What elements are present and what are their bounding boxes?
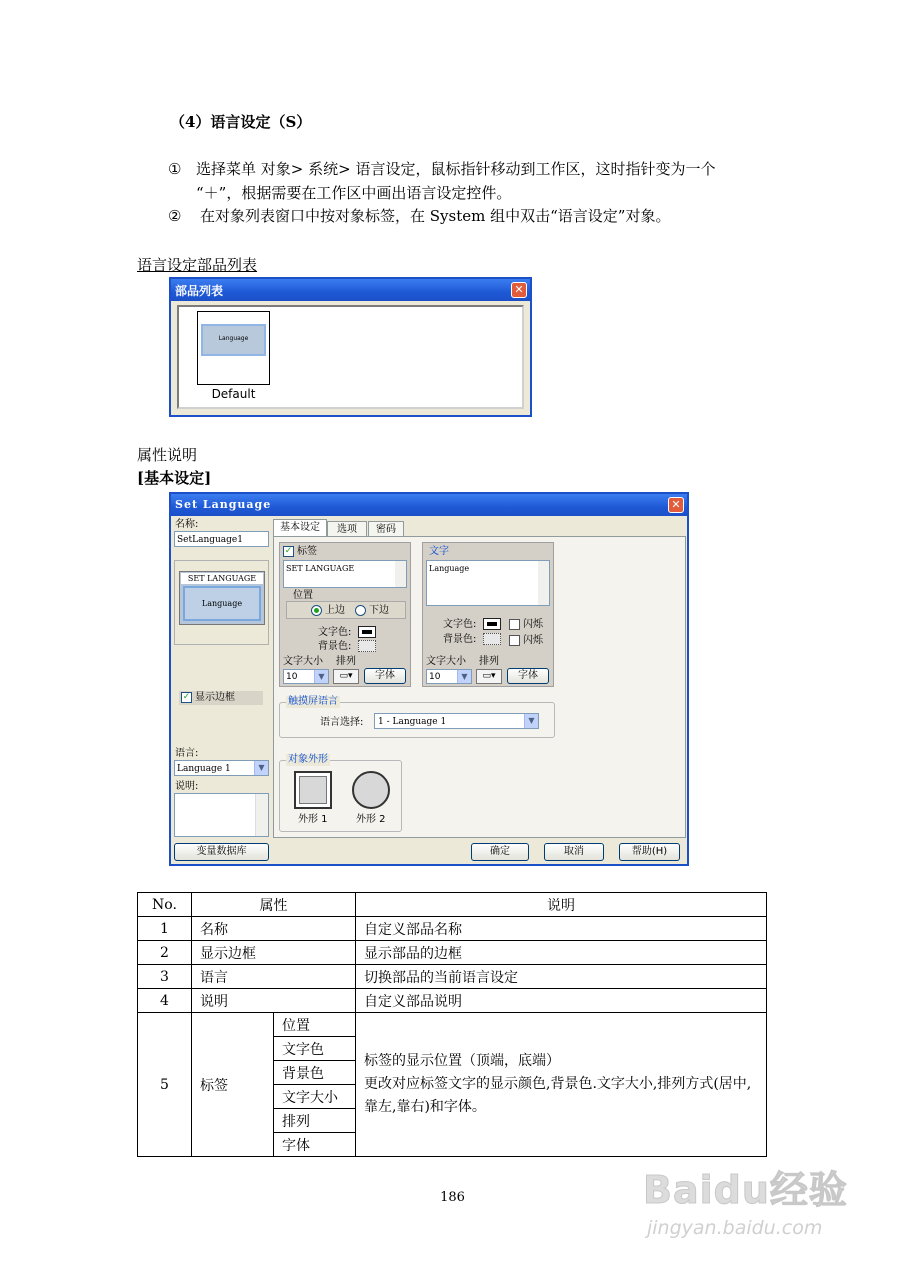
text-color-label: 文字色: [443,619,477,630]
label-align-label: 排列 [336,656,356,667]
name-input-value: SetLanguage1 [177,535,243,545]
row-no: 2 [138,941,192,965]
label-size-value: 10 [286,672,298,682]
text-align-icon[interactable]: ▭▾ [476,669,502,684]
radio-top[interactable] [311,605,322,616]
touch-language-value: 1 - Language 1 [378,717,447,727]
label-text-scrollbar[interactable] [395,561,406,587]
section-heading: （4）语言设定（S） [170,113,312,131]
label-bg-color-swatch[interactable] [358,640,376,652]
label-text-color-label: 文字色: [318,627,352,638]
text-input[interactable] [426,560,550,606]
watermark-brand: Baidu经验 [643,1168,848,1212]
attr-caption: 属性说明 [137,446,198,464]
parts-list-titlebar [171,279,530,301]
show-border-checkbox[interactable]: ✓ [182,692,191,702]
position-radios [286,601,406,619]
desc-scrollbar[interactable] [255,794,268,836]
touch-language-group [279,696,555,738]
cancel-button[interactable]: 取消 [544,843,604,861]
tab-basic[interactable]: 基本设定 [273,519,327,537]
set-language-dialog [169,492,689,866]
text-color-swatch[interactable] [483,618,501,630]
row-desc: 切换部品的当前语言设定 [356,965,767,989]
tab-options[interactable]: 选项 [327,521,367,538]
help-button[interactable]: 帮助(H) [619,843,680,861]
chevron-down-icon[interactable]: ▼ [457,670,471,683]
text-group [422,542,554,687]
table-row [138,917,767,941]
chevron-down-icon[interactable]: ▼ [524,714,538,728]
show-border-option [179,691,263,705]
language-select-label: 语言选择: [320,717,364,728]
blink-label-1: 闪烁 [523,619,543,630]
object-shape-group [279,754,402,832]
desc-textarea[interactable] [174,793,269,837]
language-select-value: Language 1 [177,764,231,774]
row-attr: 名称 [192,917,356,941]
step-1-marker: ① [168,160,182,178]
text-bg-color-label: 背景色: [443,634,477,645]
row-desc-line1: 标签的显示位置（顶端，底端） [364,1053,560,1069]
table-row [138,965,767,989]
radio-bottom[interactable] [355,605,366,616]
parts-item-default[interactable] [197,311,270,385]
row-sub-attr: 排列 [274,1109,356,1133]
parts-list-area [177,305,524,409]
table-header-row [138,893,767,917]
header-desc: 说明 [356,893,767,917]
preview-object [179,571,265,625]
position-label: 位置 [293,590,313,601]
parts-item-preview [201,324,266,356]
row-attr: 语言 [192,965,356,989]
row-no: 4 [138,989,192,1013]
shape-1-label: 外形 1 [298,814,328,825]
touch-language-select[interactable] [374,713,539,729]
row-no: 1 [138,917,192,941]
label-bg-color-label: 背景色: [318,641,352,652]
chevron-down-icon[interactable]: ▼ [314,670,328,683]
label-text-input[interactable] [283,560,407,588]
parts-list-title: 部品列表 [175,284,224,298]
blink-checkbox-1[interactable] [509,619,520,630]
close-icon[interactable]: ✕ [668,497,684,513]
header-attr: 属性 [192,893,356,917]
preview-text: Language [183,586,261,621]
watermark-url: jingyan.baidu.com [647,1217,823,1239]
page-number: 186 [440,1190,465,1205]
blink-checkbox-2[interactable] [509,635,520,646]
label-checkbox[interactable]: ✓ [284,546,293,556]
text-input-scrollbar[interactable] [538,561,549,605]
radio-bottom-label: 下边 [369,605,389,616]
shape-2-label: 外形 2 [356,814,386,825]
label-group [279,542,411,687]
row-desc: 自定义部品名称 [356,917,767,941]
text-size-label: 文字大小 [426,656,466,667]
row-desc: 显示部品的边框 [356,941,767,965]
parts-item-label: Default [211,387,256,401]
step-1-line1: 选择菜单 对象> 系统> 语言设定，鼠标指针移动到工作区，这时指针变为一个 [196,160,716,178]
ok-button[interactable]: 确定 [471,843,529,861]
name-input[interactable] [174,531,269,547]
preview-panel [174,560,269,645]
dialog-title: Set Language [175,498,272,511]
basic-caption: [基本设定] [137,469,212,487]
language-select[interactable] [174,760,269,776]
baidu-watermark [643,1168,858,1248]
shape-2-circle[interactable] [352,771,390,809]
row-attr: 标签 [192,1013,274,1157]
row-attr: 说明 [192,989,356,1013]
label-size-select[interactable] [283,669,329,684]
variable-database-button[interactable]: 变量数据库 [174,843,269,861]
row-desc [356,1013,767,1157]
label-font-button[interactable]: 字体 [364,668,406,684]
step-2-marker: ② [168,207,182,225]
preview-title: SET LANGUAGE [181,573,263,584]
text-bg-color-swatch[interactable] [483,633,501,645]
row-desc: 自定义部品说明 [356,989,767,1013]
row-no: 5 [138,1013,192,1157]
touch-language-title: 触摸屏语言 [288,696,338,707]
name-label: 名称: [175,519,199,530]
parts-list-caption: 语言设定部品列表 [137,256,258,274]
table-row [138,989,767,1013]
properties-table [137,892,767,1157]
table-row [138,1013,767,1037]
parts-item-preview-text: Language [218,335,249,342]
language-label: 语言: [175,748,199,759]
row-sub-attr: 背景色 [274,1061,356,1085]
chevron-down-icon[interactable]: ▼ [254,761,268,775]
step-1-line2: “＋”，根据需要在工作区中画出语言设定控件。 [196,184,512,202]
tab-content [273,536,686,838]
show-border-label: 显示边框 [195,692,235,703]
object-shape-title: 对象外形 [288,754,328,765]
text-size-value: 10 [429,672,441,682]
parts-list-window [169,277,532,417]
shape-1-square[interactable] [294,771,332,809]
row-sub-attr: 文字色 [274,1037,356,1061]
row-sub-attr: 位置 [274,1013,356,1037]
text-input-value: Language [429,564,470,573]
label-text-color-swatch[interactable] [358,626,376,638]
label-group-title: 标签 [297,546,317,557]
label-text-value: SET LANGUAGE [286,564,355,573]
close-icon[interactable]: ✕ [511,282,527,298]
row-sub-attr: 字体 [274,1133,356,1157]
step-2-line1: 在对象列表窗口中按对象标签，在 System 组中双击“语言设定”对象。 [200,207,671,225]
label-size-label: 文字大小 [283,656,323,667]
desc-label: 说明: [175,781,199,792]
row-desc-line2: 更改对应标签文字的显示颜色,背景色.文字大小,排列方式(居中,靠左,靠右)和字体。 [364,1076,752,1115]
text-font-button[interactable]: 字体 [507,668,549,684]
blink-label-2: 闪烁 [523,635,543,646]
tab-password[interactable]: 密码 [368,521,404,538]
text-group-title: 文字 [429,546,449,557]
row-no: 3 [138,965,192,989]
text-align-label: 排列 [479,656,499,667]
dialog-titlebar [171,494,687,516]
table-row [138,941,767,965]
header-no: No. [138,893,192,917]
label-align-icon[interactable]: ▭▾ [333,669,359,684]
row-attr: 显示边框 [192,941,356,965]
text-size-select[interactable] [426,669,472,684]
row-sub-attr: 文字大小 [274,1085,356,1109]
radio-top-label: 上边 [325,605,345,616]
